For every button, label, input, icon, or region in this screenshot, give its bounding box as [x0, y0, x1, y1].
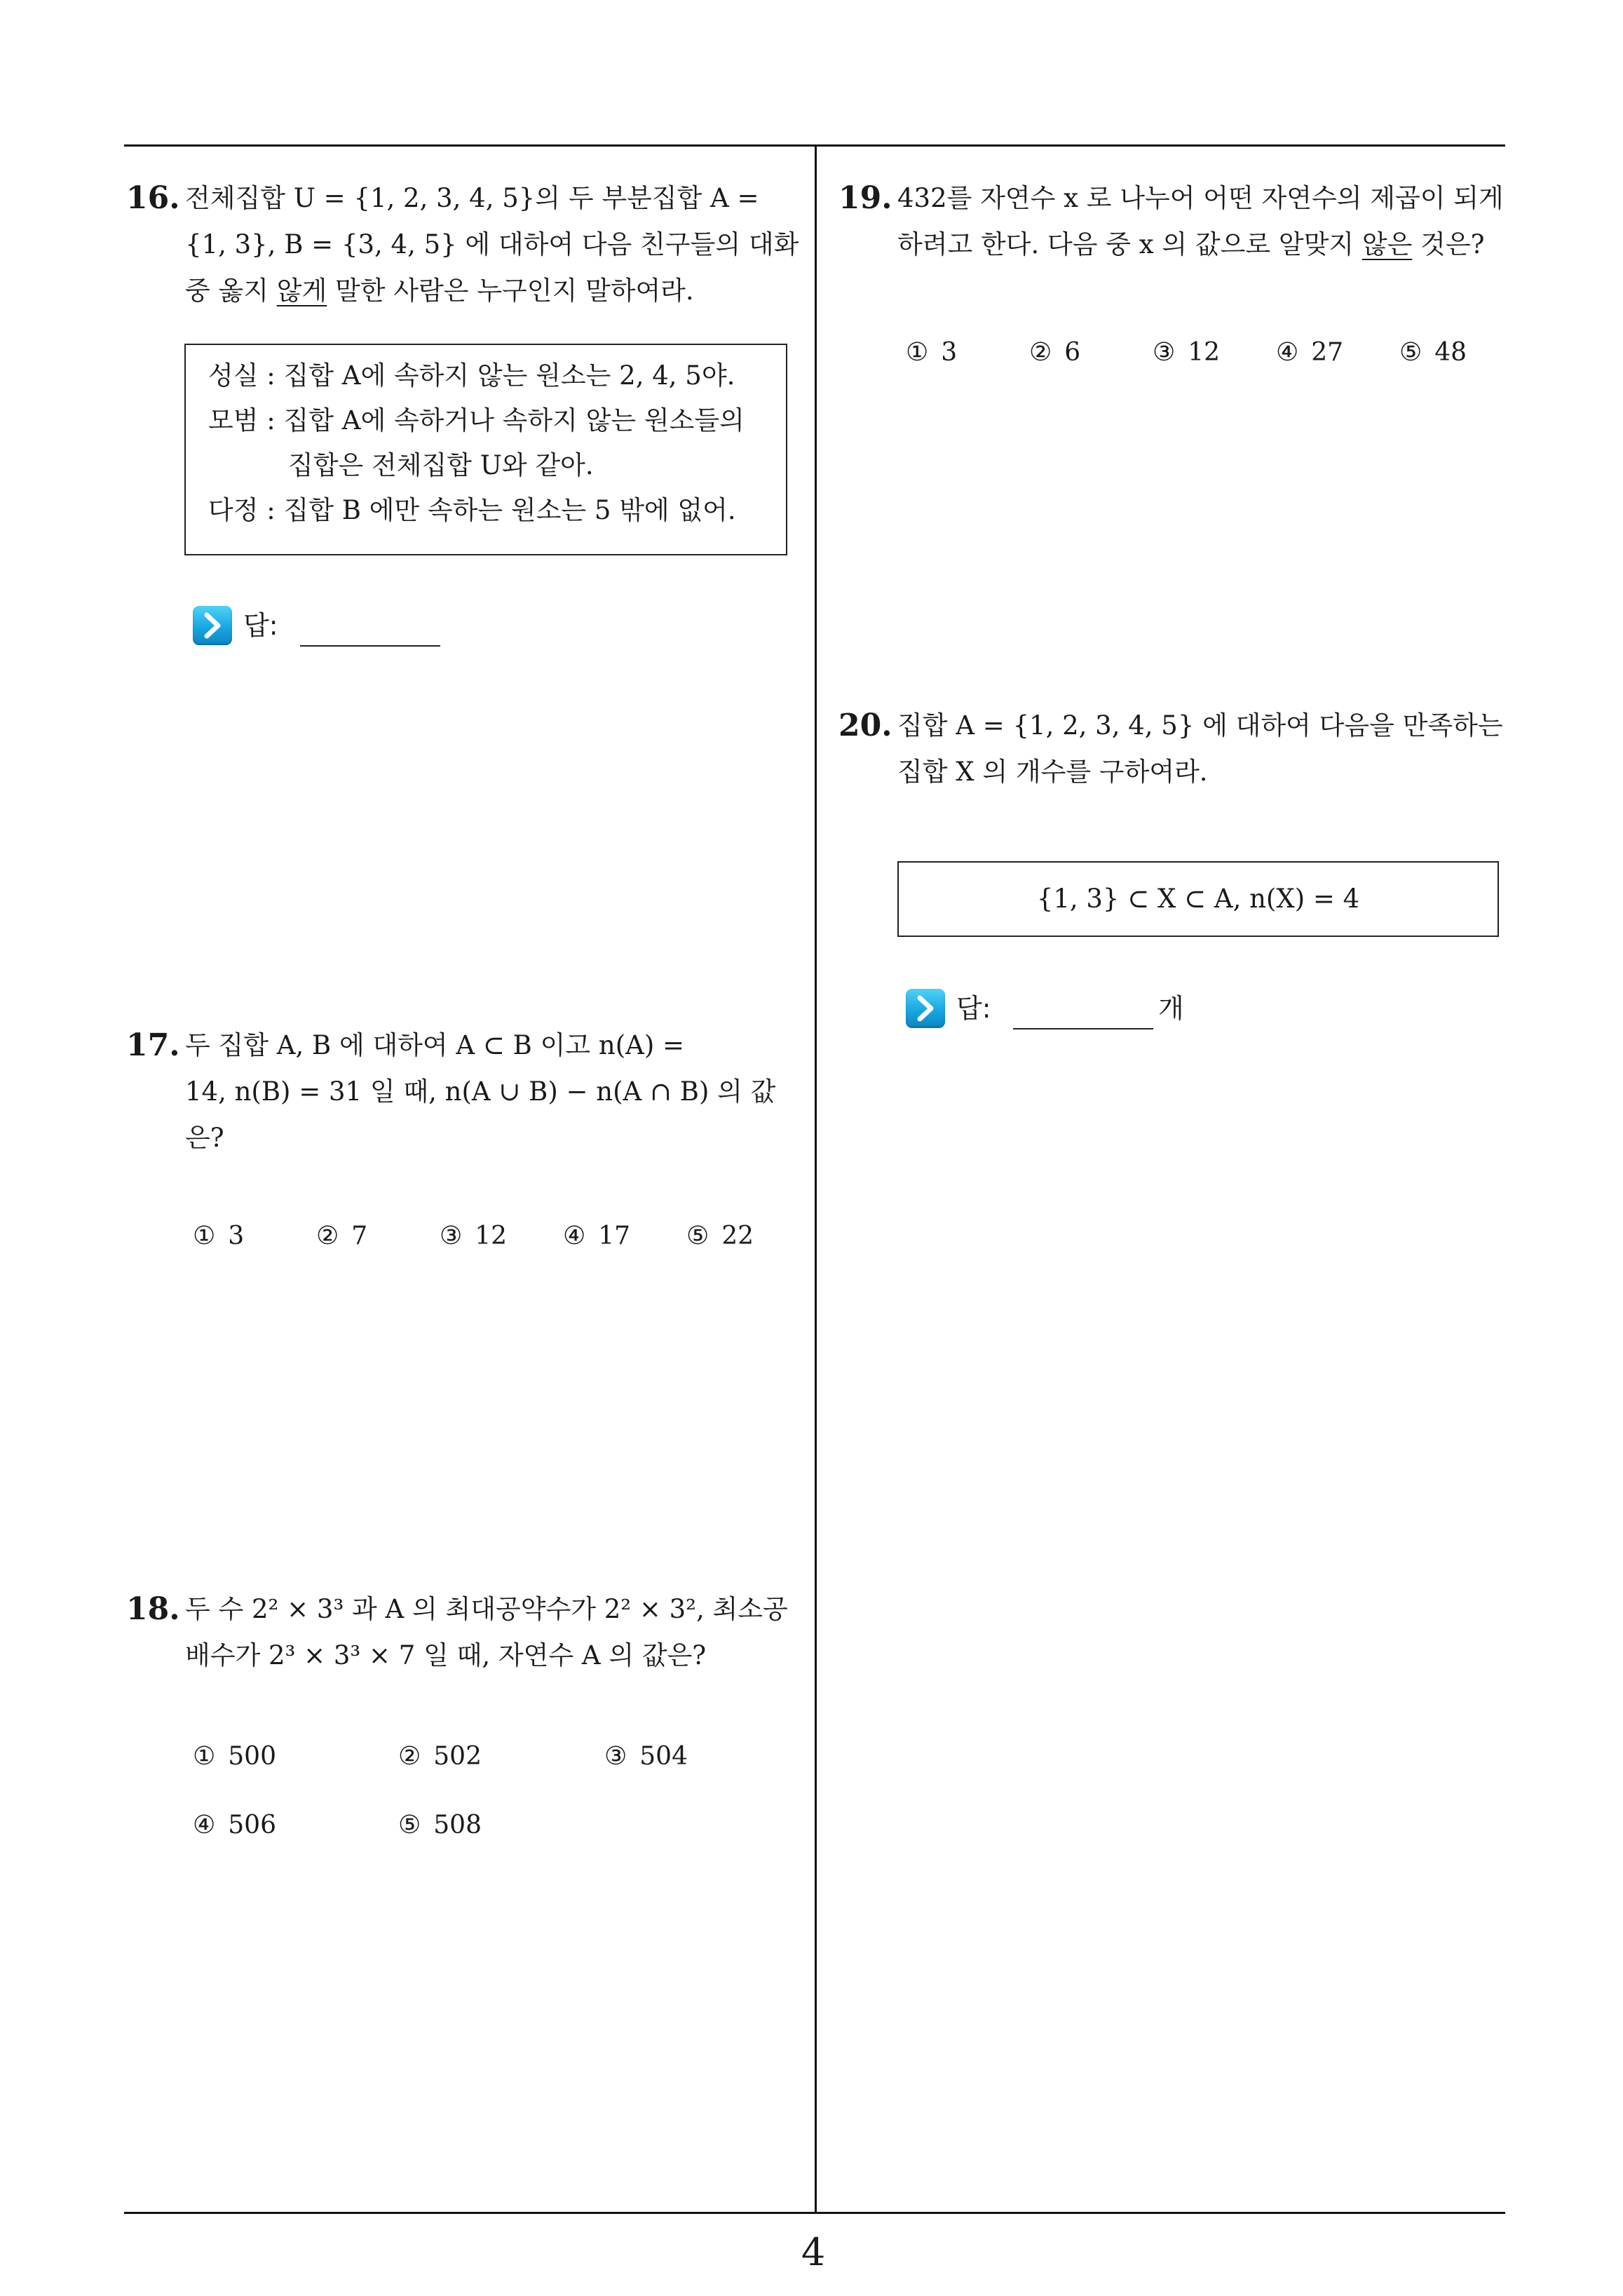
condition-text: {1, 3} ⊂ X ⊂ A, n(X) = 4 — [1036, 884, 1360, 914]
choice-5[interactable]: ⑤ 22 — [686, 1222, 754, 1250]
question-20 — [838, 703, 1517, 795]
answer-blank[interactable] — [1013, 1028, 1153, 1029]
dialogue-line: 모범 : 집합 A에 속하거나 속하지 않는 원소들의 — [208, 405, 745, 435]
choice-5[interactable]: ⑤ 48 — [1399, 338, 1467, 367]
choice-2[interactable]: ② 7 — [316, 1222, 368, 1250]
question-line: 전체집합 U = {1, 2, 3, 4, 5}의 두 부분집합 A = — [185, 183, 759, 213]
question-text — [897, 703, 1517, 795]
choice-4[interactable]: ④ 17 — [563, 1222, 631, 1250]
choice-3[interactable]: ③ 12 — [1153, 338, 1221, 367]
question-line: 두 집합 A, B 에 대하여 A ⊂ B 이고 n(A) = — [185, 1030, 685, 1060]
answer-unit: 개 — [1158, 993, 1184, 1024]
choice-3[interactable]: ③ 504 — [604, 1742, 688, 1771]
choice-4[interactable]: ④ 506 — [193, 1811, 276, 1839]
choice-1[interactable]: ① 3 — [906, 338, 958, 367]
chevron-right-icon — [906, 989, 945, 1028]
question-line: 432를 자연수 x 로 나누어 어떤 자연수의 제곱이 되게 — [897, 183, 1504, 213]
question-number: 18. — [126, 1591, 180, 1627]
question-19 — [838, 175, 1517, 268]
column-divider — [815, 144, 817, 2213]
choice-3[interactable]: ③ 12 — [440, 1222, 508, 1250]
question-line: {1, 3}, B = {3, 4, 5} 에 대하여 다음 친구들의 대화 — [185, 229, 799, 259]
condition-box — [897, 861, 1499, 937]
question-line: 집합 X 의 개수를 구하여라. — [897, 757, 1208, 787]
choice-2[interactable]: ② 502 — [398, 1742, 482, 1771]
answer-area — [193, 605, 487, 647]
dialogue-box — [184, 344, 787, 555]
question-line: 14, n(B) = 31 일 때, n(A ∪ B) − n(A ∩ B) 의 값 — [185, 1076, 776, 1107]
question-number: 20. — [838, 708, 892, 743]
question-text — [185, 1586, 805, 1679]
choice-4[interactable]: ④ 27 — [1276, 338, 1344, 367]
choice-1[interactable]: ① 500 — [193, 1742, 276, 1771]
question-16 — [126, 175, 805, 314]
question-line: 배수가 2³ × 3³ × 7 일 때, 자연수 A 의 값은? — [185, 1640, 707, 1670]
question-line: 중 옳지 않게 말한 사람은 누구인지 말하여라. — [185, 276, 694, 306]
question-line: 은? — [185, 1123, 224, 1153]
underlined-word: 않게 — [276, 276, 327, 306]
answer-label: 답: — [956, 993, 991, 1024]
question-text — [185, 175, 805, 314]
page-number: 4 — [801, 2230, 826, 2274]
dialogue-line: 성실 : 집합 A에 속하지 않는 원소는 2, 4, 5야. — [208, 360, 735, 391]
question-17 — [126, 1022, 805, 1161]
chevron-right-icon — [193, 606, 232, 645]
choice-2[interactable]: ② 6 — [1029, 338, 1081, 367]
question-number: 19. — [838, 180, 892, 216]
question-line: 두 수 2² × 3³ 과 A 의 최대공약수가 2² × 3², 최소공 — [185, 1594, 788, 1624]
question-text — [185, 1022, 805, 1161]
question-18 — [126, 1586, 805, 1679]
choice-1[interactable]: ① 3 — [193, 1222, 245, 1250]
question-line: 집합 A = {1, 2, 3, 4, 5} 에 대하여 다음을 만족하는 — [897, 710, 1503, 741]
dialogue-line: 다정 : 집합 B 에만 속하는 원소는 5 밖에 없어. — [208, 495, 736, 525]
question-number: 16. — [126, 180, 180, 216]
answer-area — [906, 987, 1221, 1029]
dialogue-line: 집합은 전체집합 U와 같아. — [288, 450, 594, 480]
underlined-word: 않은 — [1361, 229, 1413, 259]
answer-label: 답: — [243, 610, 278, 641]
question-text — [897, 175, 1517, 268]
question-number: 17. — [126, 1027, 180, 1063]
choice-5[interactable]: ⑤ 508 — [398, 1811, 482, 1839]
answer-blank[interactable] — [300, 645, 440, 647]
question-line: 하려고 한다. 다음 중 x 의 값으로 알맞지 않은 것은? — [897, 229, 1485, 259]
bottom-rule — [124, 2212, 1505, 2214]
